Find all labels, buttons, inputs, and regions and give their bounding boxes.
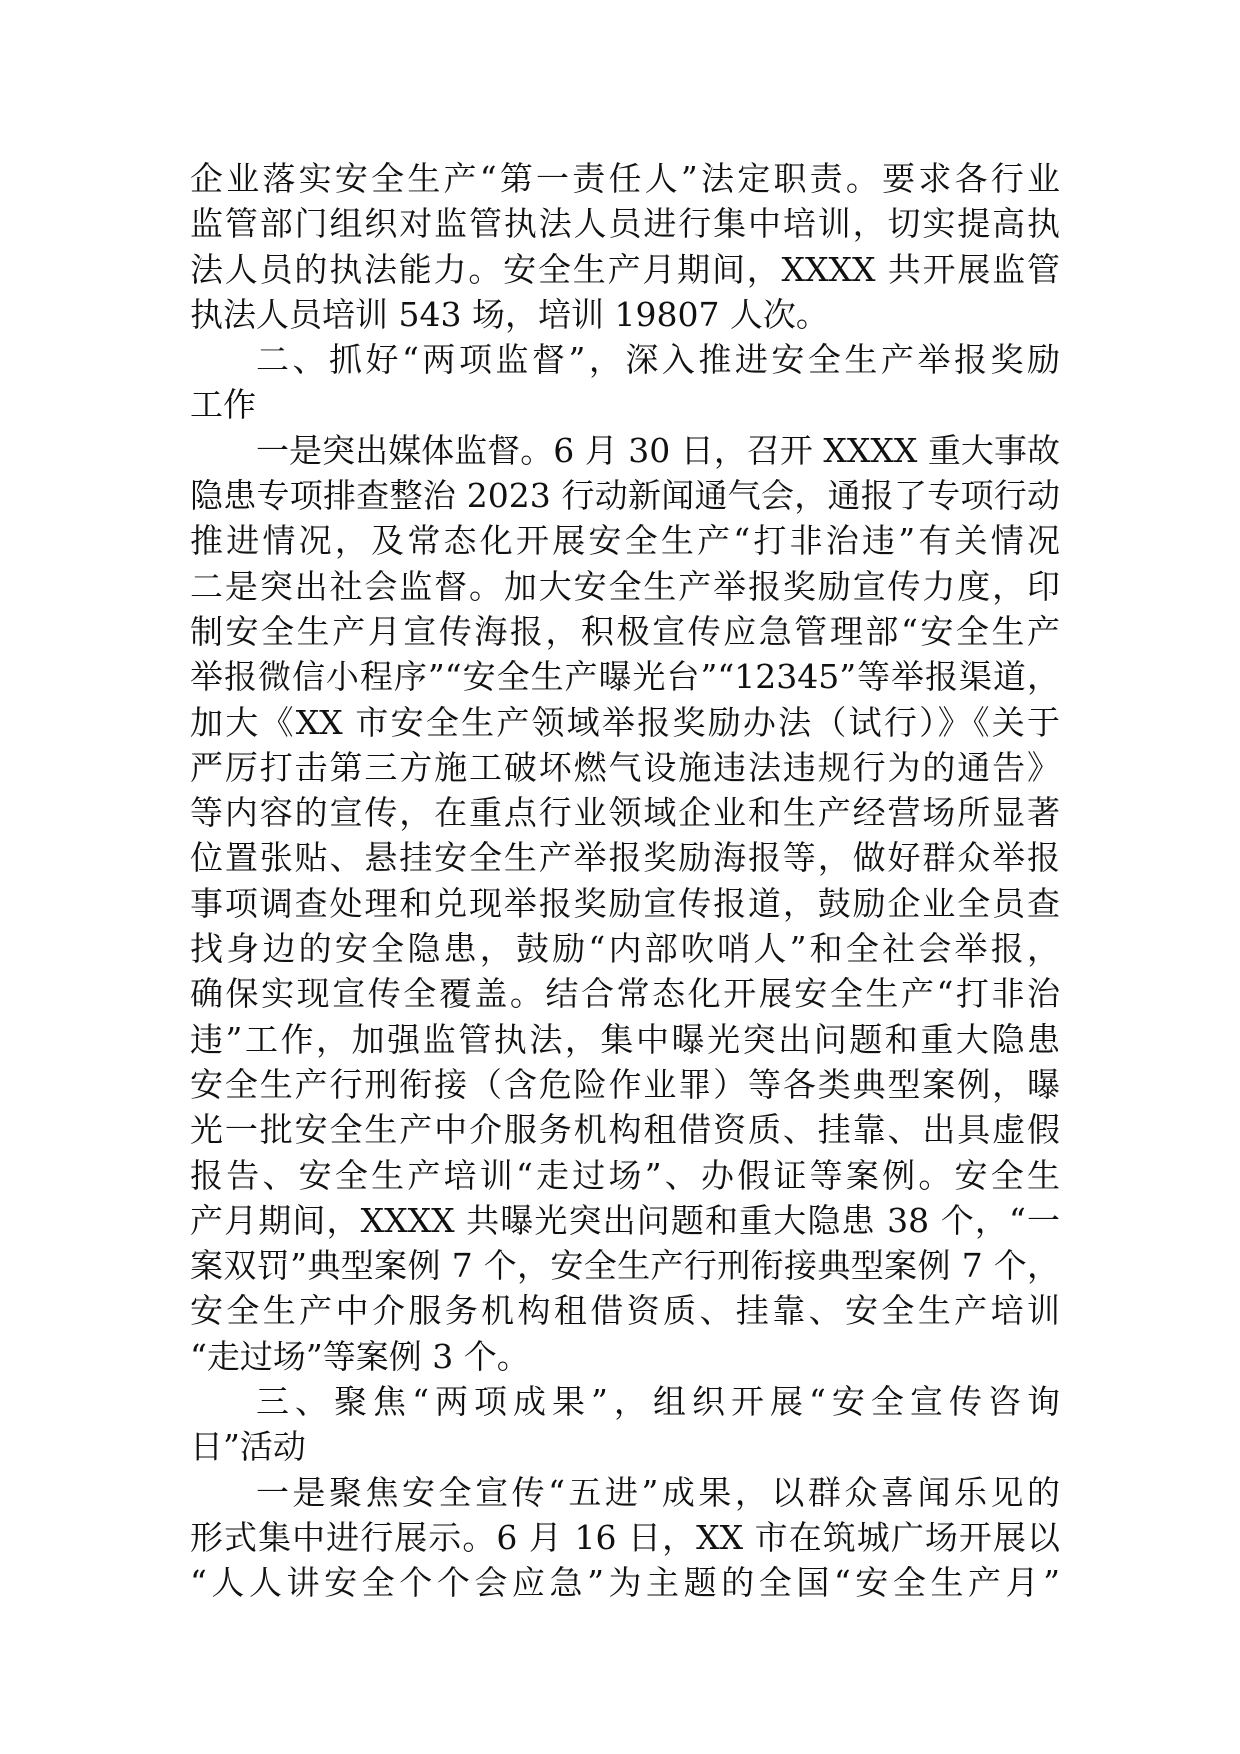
section-heading-line: 三、聚焦“两项成果”，组织开展“安全宣传咨询 xyxy=(256,1382,1060,1422)
paragraph-start-line: 一是聚焦安全宣传“五进”成果，以群众喜闻乐见的 xyxy=(256,1472,1060,1512)
text-line: 事项调查处理和兑现举报奖励宣传报道，鼓励企业全员查 xyxy=(190,883,1060,923)
text-line: 位置张贴、悬挂安全生产举报奖励海报等，做好群众举报 xyxy=(190,838,1060,878)
text-line: “人人讲安全个个会应急”为主题的全国“安全生产月” xyxy=(190,1563,1060,1603)
text-line: 找身边的安全隐患，鼓励“内部吹哨人”和全社会举报， xyxy=(190,929,1060,969)
paragraph-start-line: 一是突出媒体监督。6 月 30 日，召开 XXXX 重大事故 xyxy=(256,430,1060,470)
text-line: 严厉打击第三方施工破坏燃气设施违法违规行为的通告》 xyxy=(190,747,1060,787)
text-line: 报告、安全生产培训“走过场”、办假证等案例。安全生 xyxy=(190,1155,1060,1195)
text-line: 举报微信小程序”“安全生产曝光台”“12345”等举报渠道， xyxy=(190,657,1060,697)
text-line: 监管部门组织对监管执法人员进行集中培训，切实提高执 xyxy=(190,204,1060,244)
text-line: 案双罚”典型案例 7 个，安全生产行刑衔接典型案例 7 个， xyxy=(190,1246,1060,1286)
text-line: 产月期间，XXXX 共曝光突出问题和重大隐患 38 个，“一 xyxy=(190,1200,1060,1240)
document-body xyxy=(190,156,1060,1606)
text-line: 违”工作，加强监管执法，集中曝光突出问题和重大隐患 xyxy=(190,1019,1060,1059)
text-line: 安全生产行刑衔接（含危险作业罪）等各类典型案例，曝 xyxy=(190,1064,1060,1104)
text-line: 企业落实安全生产“第一责任人”法定职责。要求各行业 xyxy=(190,159,1060,198)
text-line: 等内容的宣传，在重点行业领域企业和生产经营场所显著 xyxy=(190,793,1060,833)
text-line: 光一批安全生产中介服务机构租借资质、挂靠、出具虚假 xyxy=(190,1110,1060,1150)
text-line: “走过场”等案例 3 个。 xyxy=(190,1336,530,1376)
section-heading-line: 工作 xyxy=(190,385,256,425)
text-line: 推进情况，及常态化开展安全生产“打非治违”有关情况 xyxy=(190,521,1060,561)
text-line: 形式集中进行展示。6 月 16 日，XX 市在筑城广场开展以 xyxy=(190,1517,1060,1557)
section-heading-line: 二、抓好“两项监督”，深入推进安全生产举报奖励 xyxy=(256,340,1060,380)
text-line: 确保实现宣传全覆盖。结合常态化开展安全生产“打非治 xyxy=(190,974,1060,1014)
text-line: 制安全生产月宣传海报，积极宣传应急管理部“安全生产 xyxy=(190,611,1060,651)
text-line: 隐患专项排查整治 2023 行动新闻通气会，通报了专项行动 xyxy=(190,476,1060,516)
text-line: 法人员的执法能力。安全生产月期间，XXXX 共开展监管 xyxy=(190,249,1060,289)
text-line: 二是突出社会监督。加大安全生产举报奖励宣传力度，印 xyxy=(190,566,1060,606)
text-line: 加大《XX 市安全生产领域举报奖励办法（试行）》《关于 xyxy=(190,702,1060,742)
text-line: 安全生产中介服务机构租借资质、挂靠、安全生产培训 xyxy=(190,1291,1060,1331)
section-heading-line: 日”活动 xyxy=(190,1427,306,1467)
text-line: 执法人员培训 543 场，培训 19807 人次。 xyxy=(190,294,829,334)
